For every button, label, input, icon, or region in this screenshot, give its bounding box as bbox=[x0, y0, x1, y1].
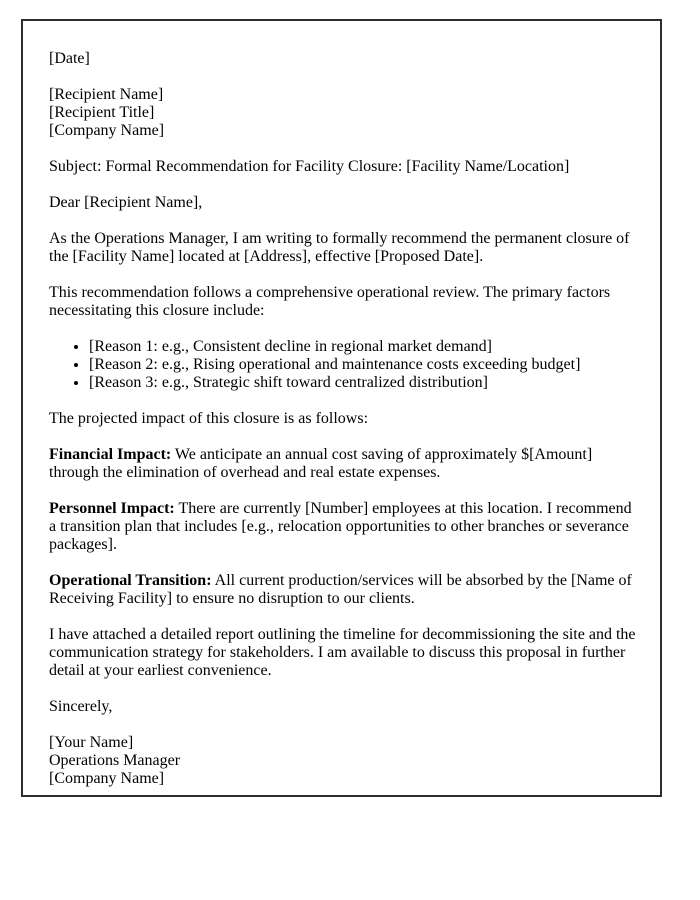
signature-block bbox=[49, 734, 636, 788]
impact-lead-paragraph: The projected impact of this closure is as follows: bbox=[49, 410, 369, 427]
recipient-company: [Company Name] bbox=[49, 122, 165, 139]
review-paragraph: This recommendation follows a comprehensive operational review. The primary factors necessitating this closure include: bbox=[49, 284, 611, 319]
personnel-impact-label: Personnel Impact: bbox=[49, 500, 175, 517]
personnel-impact-paragraph bbox=[49, 500, 636, 554]
signature-company: [Company Name] bbox=[49, 770, 165, 787]
intro-paragraph: As the Operations Manager, I am writing to formally recommend the permanent closure of the [Facility Name] located at [Address], effective [Proposed Date]. bbox=[49, 230, 630, 265]
closure-reasons-list bbox=[49, 338, 636, 392]
operational-transition-text: All current production/services will be absorbed by the [Name of Receiving Facility] to ensure no disruption to our clients. bbox=[49, 572, 632, 607]
salutation: Dear [Recipient Name], bbox=[49, 194, 203, 211]
recipient-block bbox=[49, 86, 636, 140]
valediction: Sincerely, bbox=[49, 698, 113, 715]
reason-item-3: • [Reason 3: e.g., Strategic shift toward centralized distribution] bbox=[89, 374, 636, 392]
signature-name: [Your Name] bbox=[49, 734, 134, 751]
personnel-impact-text: There are currently [Number] employees at this location. I recommend a transition plan that includes [e.g., relocation opportunities to other branches or severance packages]. bbox=[49, 500, 632, 553]
recipient-title: [Recipient Title] bbox=[49, 104, 155, 121]
reason-item-1: • [Reason 1: e.g., Consistent decline in regional market demand] bbox=[89, 338, 636, 356]
recipient-name: [Recipient Name] bbox=[49, 86, 164, 103]
financial-impact-text: We anticipate an annual cost saving of approximately $[Amount] through the elimination of overhead and real estate expenses. bbox=[49, 446, 593, 481]
reason-item-2: • [Reason 2: e.g., Rising operational and maintenance costs exceeding budget] bbox=[89, 356, 636, 374]
operational-transition-paragraph bbox=[49, 572, 636, 608]
subject-line: Subject: Formal Recommendation for Facility Closure: [Facility Name/Location] bbox=[49, 158, 570, 175]
letter-page bbox=[21, 19, 662, 797]
operational-transition-label: Operational Transition: bbox=[49, 572, 212, 589]
signature-title: Operations Manager bbox=[49, 752, 181, 769]
date-line: [Date] bbox=[49, 50, 90, 67]
financial-impact-label: Financial Impact: bbox=[49, 446, 172, 463]
closing-paragraph: I have attached a detailed report outlining the timeline for decommissioning the site and the communication strategy for stakeholders. I am available to discuss this proposal in further detail at your earliest convenience. bbox=[49, 626, 636, 679]
financial-impact-paragraph bbox=[49, 446, 636, 482]
